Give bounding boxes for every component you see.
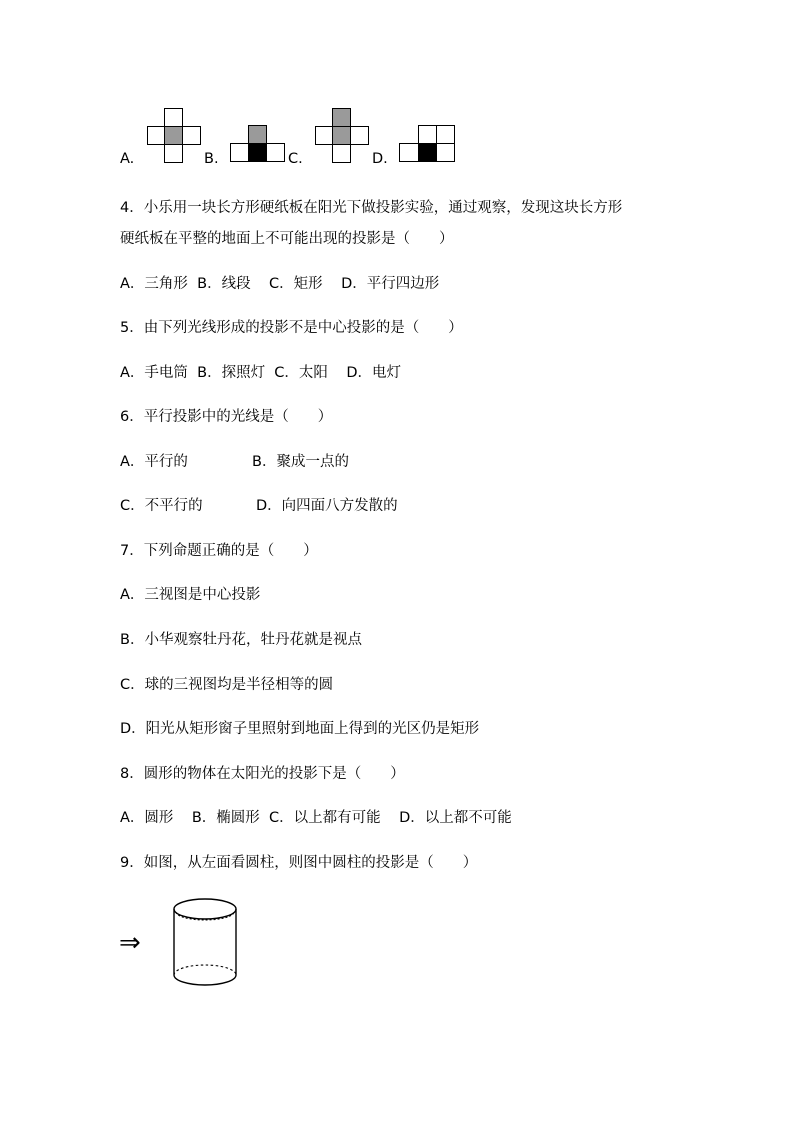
q3-option-a-label: A. — [120, 151, 135, 167]
q6-option-d: D．向四面八方发散的 — [256, 498, 398, 514]
q3-option-b-label: B. — [204, 151, 219, 167]
q3-figure-c — [315, 108, 371, 164]
q3-option-d-label: D. — [372, 151, 388, 167]
q3-option-c-label: C. — [288, 151, 303, 167]
q6-option-b: B．聚成一点的 — [252, 454, 349, 470]
q4-stem-line2: 硬纸板在平整的地面上不可能出现的投影是（ ） — [120, 231, 454, 247]
q8-stem: 8．圆形的物体在太阳光的投影下是（ ） — [120, 766, 405, 782]
q5-stem: 5．由下列光线形成的投影不是中心投影的是（ ） — [120, 320, 463, 336]
q9-stem: 9．如图，从左面看圆柱，则图中圆柱的投影是（ ） — [120, 855, 478, 871]
q6-option-a: A．平行的 — [120, 454, 188, 470]
q7-option-b: B．小华观察牡丹花，牡丹花就是视点 — [120, 632, 362, 648]
q7-option-d: D．阳光从矩形窗子里照射到地面上得到的光区仍是矩形 — [120, 721, 480, 737]
right-arrow-icon: ⇒ — [119, 928, 141, 958]
q6-option-c: C．不平行的 — [120, 498, 203, 514]
q7-option-c: C．球的三视图均是半径相等的圆 — [120, 677, 334, 693]
q5-options: A．手电筒 B．探照灯 C．太阳 D．电灯 — [120, 365, 402, 381]
q3-figure-a — [147, 108, 203, 164]
q4-options: A．三角形 B．线段 C．矩形 D．平行四边形 — [120, 276, 440, 292]
q7-option-a: A．三视图是中心投影 — [120, 587, 261, 603]
q7-stem: 7．下列命题正确的是（ ） — [120, 543, 318, 559]
q3-figure-d — [399, 125, 457, 165]
q6-stem: 6．平行投影中的光线是（ ） — [120, 409, 333, 425]
q3-figure-b — [230, 125, 286, 165]
q4-stem-line1: 4．小乐用一块长方形硬纸板在阳光下做投影实验，通过观察，发现这块长方形 — [120, 200, 623, 216]
cylinder-figure — [170, 895, 240, 995]
q8-options: A．圆形 B．椭圆形 C．以上都有可能 D．以上都不可能 — [120, 810, 512, 826]
